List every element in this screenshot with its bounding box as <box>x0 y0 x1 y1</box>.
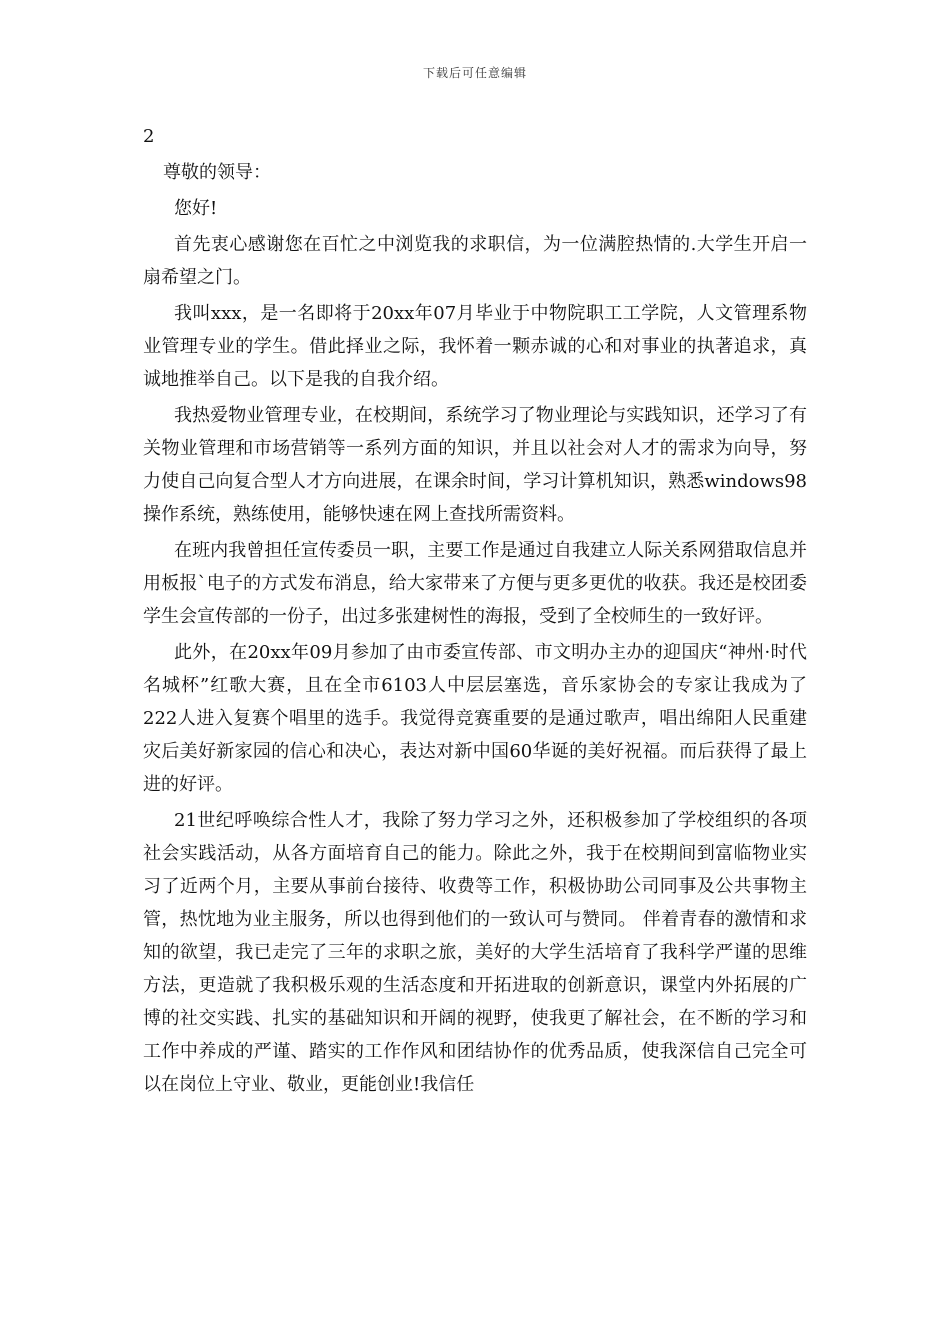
letter-greeting: 您好! <box>174 198 218 219</box>
letter-paragraph-self-introduction: 我叫xxx，是一名即将于20xx年07月毕业于中物院职工工学院，人文管理系物业管理专业的学生。借此择业之际，我怀着一颗赤诚的心和对事业的执著追求，真诚地推举自己。以下是我的自我介绍。 <box>143 303 807 390</box>
page-header: 下载后可任意编辑 <box>422 66 527 80</box>
letter-paragraph-intro: 首先衷心感谢您在百忙之中浏览我的求职信，为一位满腔热情的.大学生开启一扇希望之门。 <box>143 234 807 288</box>
letter-salutation: 尊敬的领导： <box>163 162 271 183</box>
page-number: 2 <box>143 126 155 147</box>
letter-paragraph-major: 我热爱物业管理专业，在校期间，系统学习了物业理论与实践知识，还学习了有关物业管理和市场营销等一系列方面的知识，并且以社会对人才的需求为向导，努力使自己向复合型人才方向进展，在课余时间，学习计算机知识，熟悉windows98操作系统，熟练使用，能够快速在网上查找所需资料。 <box>143 405 807 525</box>
letter-body <box>143 156 807 1104</box>
letter-paragraph-competition: 此外，在20xx年09月参加了由市委宣传部、市文明办主办的迎国庆“神州·时代名城杯”红歌大赛，且在全市6103人中层层塞选，音乐家协会的专家让我成为了222人进入复赛个唱里的选手。我觉得竞赛重要的是通过歌声，唱出绵阳人民重建灾后美好新家园的信心和决心，表达对新中国60华诞的美好祝福。而后获得了最上进的好评。 <box>143 642 807 795</box>
letter-paragraph-practice: 21世纪呼唤综合性人才，我除了努力学习之外，还积极参加了学校组织的各项社会实践活动，从各方面培育自己的能力。除此之外，我于在校期间到富临物业实习了近两个月，主要从事前台接待、收费等工作，积极协助公司同事及公共事物主管，热忱地为业主服务，所以也得到他们的一致认可与赞同。 伴着青春的激情和求知的欲望，我已走完了三年的求职之旅，美好的大学生活培育了我科学严谨的思维方法，更造就了我积极乐观的生活态度和开拓进取的创新意识，课堂内外拓展的广博的社交实践、扎实的基础知识和开阔的视野，使我更了解社会，在不断的学习和工作中养成的严谨、踏实的工作作风和团结协作的优秀品质，使我深信自己完全可以在岗位上守业、敬业，更能创业!我信任 <box>143 810 807 1095</box>
letter-paragraph-class-role: 在班内我曾担任宣传委员一职，主要工作是通过自我建立人际关系网猎取信息并用板报`电子的方式发布消息，给大家带来了方便与更多更优的收获。我还是校团委学生会宣传部的一份子，出过多张建树性的海报，受到了全校师生的一致好评。 <box>143 540 807 627</box>
